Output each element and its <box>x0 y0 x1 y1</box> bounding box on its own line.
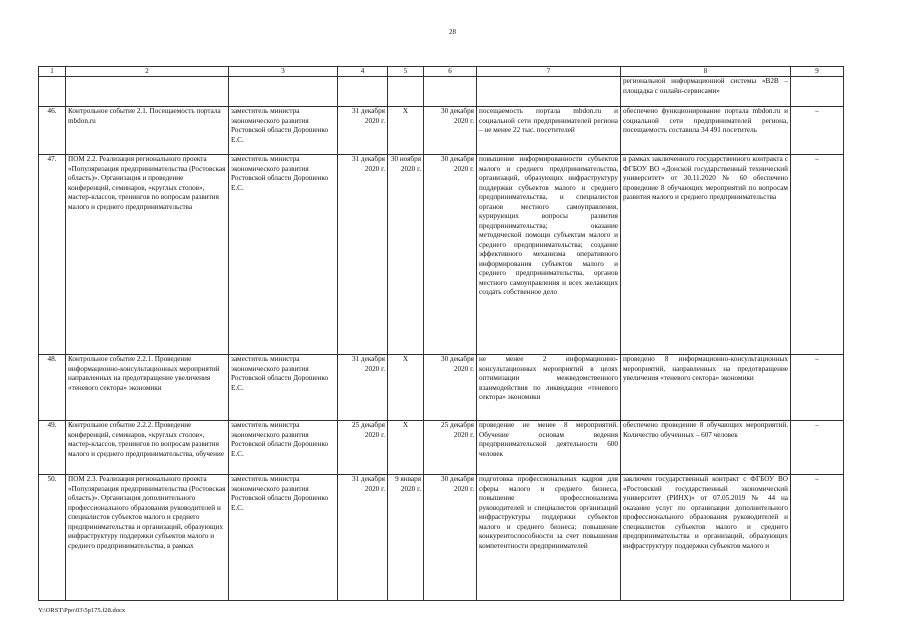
row-number: 50. <box>39 475 66 601</box>
problems-cell: – <box>791 421 844 475</box>
plan-end-cell: 25 декабря 2020 г. <box>424 421 477 475</box>
column-number: 4 <box>338 67 388 77</box>
column-number: 6 <box>424 67 477 77</box>
report-table <box>38 66 844 601</box>
expected-result-cell: проведение не менее 8 мероприятий. Обучение основам ведения предпринимательской деятельности 600 человек <box>477 421 621 475</box>
column-number: 2 <box>66 67 229 77</box>
table-row <box>39 107 844 155</box>
result-cell: в рамках заключенного государственного контракта с ФГБОУ ВО «Донской государственный технический университет» от 30.11.2020 № 60 обеспечено проведение 8 обучающих мероприятий по вопросам развития малого и среднего предпринимательства <box>621 155 791 355</box>
responsible-cell: заместитель министра экономического развития Ростовской области Дорошенко Е.С. <box>229 107 338 155</box>
row-number: 46. <box>39 107 66 155</box>
result-cell: обеспечено функционирование портала mbdon.ru и социальной сети предпринимателей региона, посещаемость составила 34 491 посетитель <box>621 107 791 155</box>
column-number: 1 <box>39 67 66 77</box>
row-number: 49. <box>39 421 66 475</box>
event-name-cell: Контрольное событие 2.1. Посещаемость портала mbdon.ru <box>66 107 229 155</box>
event-name-cell: Контрольное событие 2.2.2. Проведение конференций, семинаров, «круглых столов», мастер-классов, тренингов по вопросам развития малого и среднего предпринимательства, обучение <box>66 421 229 475</box>
continuation-row <box>39 77 844 107</box>
problems-cell: – <box>791 107 844 155</box>
problems-cell: – <box>791 475 844 601</box>
problems-cell: – <box>791 355 844 421</box>
column-number: 9 <box>791 67 844 77</box>
result-cell: обеспечено проведение 8 обучающих мероприятий. Количество обученных – 607 человек <box>621 421 791 475</box>
result-cell: региональной информационной системы «B2B – площадка с онлайн-сервисами» <box>621 77 791 107</box>
event-name-cell: ПОМ 2.3. Реализация регионального проекта «Популяризация предпринимательства (Ростовская область)». Организация дополнительного профессионального образования руководителей и специалистов субъектов малого и среднего предпринимательства и организаций, образующих инфраструктуру поддержки субъектов малого и среднего предпринимательства, в рамках <box>66 475 229 601</box>
expected-result-cell: подготовка профессиональных кадров для сферы малого и среднего бизнеса, повышение профессионализма руководителей и специалистов организаций инфраструктуры поддержки субъектов малого и среднего бизнеса; повышение конкурентоспособности за счет повышения компетентности предпринимателей <box>477 475 621 601</box>
column-number: 8 <box>621 67 791 77</box>
table-row <box>39 421 844 475</box>
problems-cell: – <box>791 155 844 355</box>
table-row <box>39 355 844 421</box>
plan-end-cell: 30 декабря 2020 г. <box>424 475 477 601</box>
column-number: 5 <box>388 67 424 77</box>
file-path-footer: Y:\ORST\Ppo\03\5p175.f28.docx <box>38 607 126 614</box>
event-name-cell: Контрольное событие 2.2.1. Проведение информационно-консультационных мероприятий направленных на предотвращение увеличения «теневого сектора» экономики <box>66 355 229 421</box>
result-cell: проведено 8 информационно-консультационных мероприятий, направленных на предотвращение увеличения «теневого сектора» экономики <box>621 355 791 421</box>
plan-end-cell: 30 декабря 2020 г. <box>424 355 477 421</box>
plan-end-cell: 30 декабря 2020 г. <box>424 155 477 355</box>
row-number: 48. <box>39 355 66 421</box>
fact-start-cell: Х <box>388 355 424 421</box>
responsible-cell: заместитель министра экономического развития Ростовской области Дорошенко Е.С. <box>229 421 338 475</box>
responsible-cell: заместитель министра экономического развития Ростовской области Дорошенко Е.С. <box>229 155 338 355</box>
fact-start-cell: 9 января 2020 г. <box>388 475 424 601</box>
fact-start-cell: 30 ноября 2020 г. <box>388 155 424 355</box>
column-number-row <box>39 67 844 77</box>
row-number: 47. <box>39 155 66 355</box>
plan-start-cell: 31 декабря 2020 г. <box>338 107 388 155</box>
event-name-cell: ПОМ 2.2. Реализация регионального проекта «Популяризация предпринимательства (Ростовская область)». Организация и проведение конференций, семинаров, «круглых столов», мастер-классов, тренингов по вопросам развития малого и среднего предпринимательства <box>66 155 229 355</box>
responsible-cell: заместитель министра экономического развития Ростовской области Дорошенко Е.С. <box>229 355 338 421</box>
responsible-cell: заместитель министра экономического развития Ростовской области Дорошенко Е.С. <box>229 475 338 601</box>
plan-start-cell: 31 декабря 2020 г. <box>338 355 388 421</box>
result-cell: заключен государственный контракт с ФГБОУ ВО «Ростовский государственный экономический университет (РИНХ)» от 07.05.2019 № 44 на оказание услуг по организации дополнительного профессионального образования руководителей и специалистов субъектов малого и среднего предпринимательства и организаций, образующих инфраструктуру поддержки субъектов малого и <box>621 475 791 601</box>
expected-result-cell: посещаемость портала mbdon.ru и социальной сети предпринимателей региона – не менее 22 тыс. посетителей <box>477 107 621 155</box>
fact-start-cell: Х <box>388 421 424 475</box>
plan-start-cell: 31 декабря 2020 г. <box>338 155 388 355</box>
expected-result-cell: не менее 2 информационно-консультационных мероприятий в целях оптимизации межведомственного взаимодействия по ликвидации «теневого сектора» экономики <box>477 355 621 421</box>
plan-start-cell: 31 декабря 2020 г. <box>338 475 388 601</box>
column-number: 7 <box>477 67 621 77</box>
plan-start-cell: 25 декабря 2020 г. <box>338 421 388 475</box>
fact-start-cell: Х <box>388 107 424 155</box>
plan-end-cell: 30 декабря 2020 г. <box>424 107 477 155</box>
expected-result-cell: повышение информированности субъектов малого и среднего предпринимательства, организаций, образующих инфраструктуру поддержки субъектов малого и среднего предпринимательства, и специалистов органов местного самоуправления, курирующих вопросы развития предпринимательства; оказание методической помощи субъектам малого и среднего предпринимательства; создание эффективного механизма оперативного информирования субъектов малого и среднего предпринимательства, органов местного самоуправления и всех желающих создать собственное дело <box>477 155 621 355</box>
page-number: 28 <box>449 28 456 36</box>
table-row <box>39 155 844 355</box>
table-row <box>39 475 844 601</box>
column-number: 3 <box>229 67 338 77</box>
